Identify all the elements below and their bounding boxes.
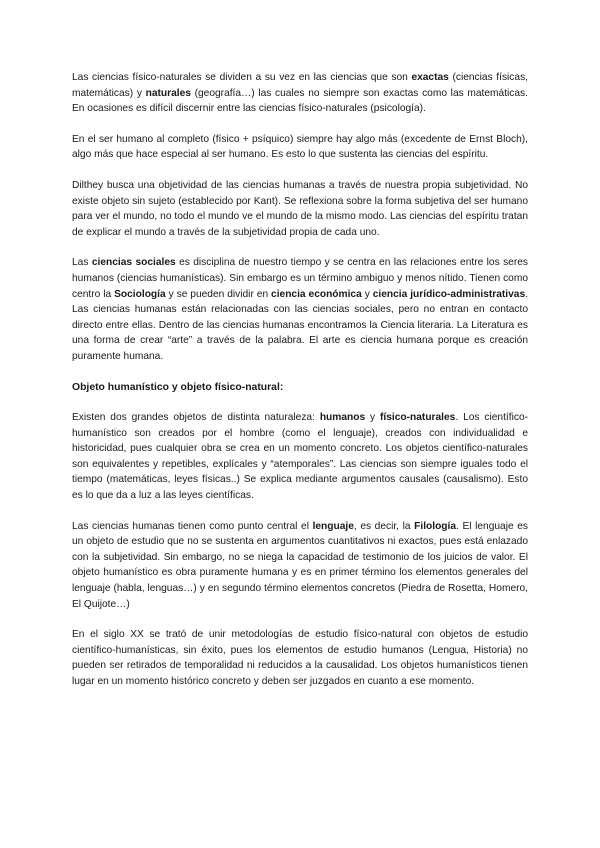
paragraph — [72, 519, 528, 613]
text-run: . Los científico-humanístico son creados por el hombre (como el lenguaje), creados con individualidad e historicidad, pues cualquier obra se crea en un momento concreto. Los objetos científico-naturales son equivalentes y repetibles, explícales y “atemporales”. Las ciencias son siempre iguales todo el tiempo (matemáticas, leyes físicas..) Se explica mediante argumentos causales (causalismo). Esto es lo que da a luz a las leyes científicas. — [72, 412, 528, 502]
paragraph — [72, 410, 528, 504]
text-run: Las — [72, 257, 92, 269]
bold-term: Filología — [414, 520, 457, 532]
text-run: Dilthey busca una objetividad de las ciencias humanas a través de nuestra propia subjetividad. No existe objeto sin sujeto (establecido por Kant). Se reflexiona sobre la forma subjetiva del ser humano para ver el mundo, no todo el mundo ve el mundo de la mismo modo. Las ciencias del espíritu tratan de explicar el mundo a través de la subjetividad propia de cada uno. — [72, 179, 528, 238]
paragraph — [72, 132, 528, 163]
bold-term: naturales — [145, 87, 191, 99]
paragraph — [72, 255, 528, 364]
bold-term: Sociología — [114, 288, 166, 300]
text-run: . El lenguaje es un objeto de estudio que no se sustenta en argumentos cuantitativos ni exactos, pues está enlazado con la subjetividad. Sin embargo, no se niega la capacidad de testimonio de los juicios de valor. El objeto humanístico es obra puramente humana y es en primer término los elementos generales del lenguaje (habla, lenguas…) y en segundo término elementos concretos (Piedra de Rosetta, Homero, El Quijote…) — [72, 520, 528, 610]
text-run: Las ciencias físico-naturales se dividen a su vez en las ciencias que son — [72, 72, 412, 83]
bold-term: lenguaje — [312, 520, 354, 532]
bold-term: exactas — [411, 72, 449, 83]
paragraph — [72, 627, 528, 689]
text-run: En el siglo XX se trató de unir metodologías de estudio físico-natural con objetos de estudio científico-humanísticas, sin éxito, pues los elementos de estudio humanos (Lengua, Historia) no pueden ser retirados de temporalidad ni reducidos a la causalidad. Los objetos humanísticos tienen lugar en un momento histórico concreto y deben ser juzgados en cuanto a ese momento. — [72, 629, 528, 687]
bold-term: humanos — [319, 412, 366, 424]
text-run: En el ser humano al completo (físico + psíquico) siempre hay algo más (excedente de Ernst Bloch), algo más que hace especial al ser humano. Es esto lo que sustenta las ciencias del espíritu. — [72, 133, 528, 161]
bold-term: físico-naturales — [380, 412, 456, 424]
text-run: Las ciencias humanas tienen como punto central el — [72, 520, 313, 532]
text-run: (geografía…) las cuales no siempre son exactas como las matemáticas. En ocasiones es difícil discernir entre las ciencias físico-naturales (psicología). — [72, 87, 528, 115]
bold-term: ciencia jurídico-administrativas — [372, 288, 526, 300]
text-run: y — [365, 412, 381, 424]
text-run: . Las ciencias humanas están relacionadas con las ciencias sociales, pero no entran en contacto directo entre ellas. Dentro de las ciencias humanas encontramos la Ciencia literaria. La Literatura es una forma de crear “arte” a través de la palabra. El arte es ciencia humana porque es creación puramente humana. — [72, 288, 528, 362]
paragraph — [72, 178, 528, 240]
paragraph — [72, 70, 528, 117]
text-run: y se pueden dividir en — [165, 288, 272, 300]
bold-term: ciencias sociales — [91, 257, 176, 269]
text-run: es disciplina de nuestro tiempo y se centra en las relaciones entre los seres humanos (ciencias humanísticas). Sin embargo es un término ambiguo y menos nítido. Tienen como centro la — [72, 257, 529, 300]
text-run: Existen dos grandes objetos de distinta naturaleza: — [72, 412, 320, 424]
bold-term: ciencia económica — [271, 288, 362, 300]
section-body — [72, 410, 528, 690]
text-run: y — [361, 288, 373, 300]
text-run: , es decir, la — [353, 520, 415, 532]
section-heading: Objeto humanístico y objeto físico-natural: — [72, 381, 284, 393]
text-run: (ciencias físicas, matemáticas) y — [72, 72, 528, 99]
intro-section — [72, 70, 528, 365]
